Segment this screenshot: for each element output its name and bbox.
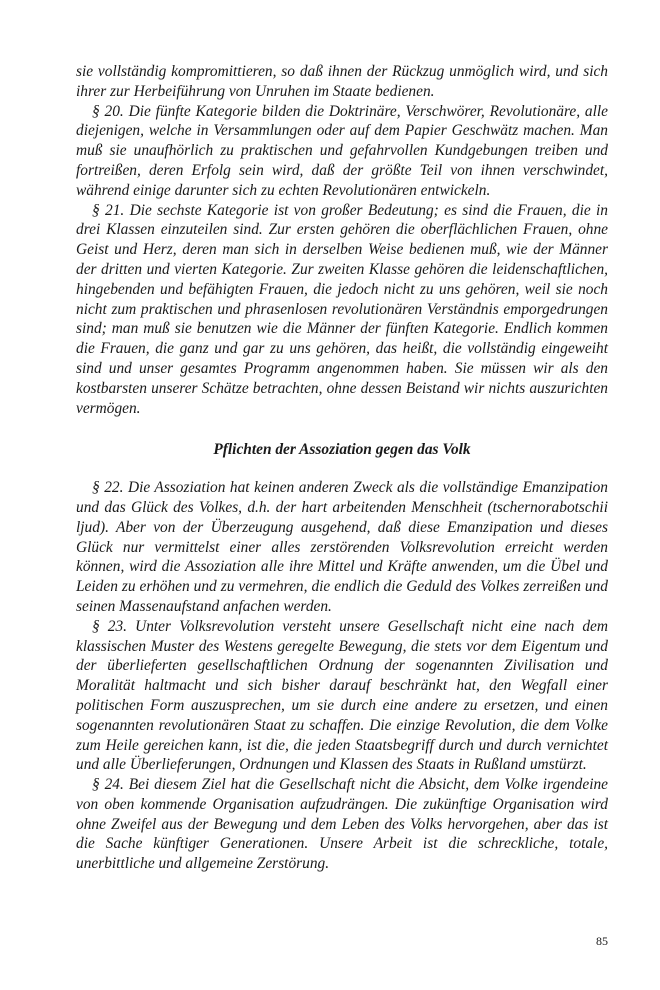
- section-heading: Pflichten der Assoziation gegen das Volk: [213, 441, 471, 459]
- paragraph-section-21: § 21. Die sechste Kategorie ist von großer Bedeutung; es sind die Frauen, die in drei Klassen einzuteilen sind. Zur ersten gehören die oberflächlichen Frauen, ohne Geist und Herz, deren man sich in derselben Weise bedienen muß, wie der Männer der dritten und vierten Kategorie. Zur zweiten Klasse gehören die leidenschaftlichen, hingebenden und befähigten Frauen, die jedoch nicht zu uns gehören, weil sie noch nicht zum praktischen und phrasenlosen revolutionären Verständnis emporgedrungen sind; man muß sie benutzen wie die Männer der fünften Kategorie. Endlich kommen die Frauen, die ganz und gar zu uns gehören, das heißt, die vollständig eingeweiht sind und unser gesamtes Programm angenommen haben. Sie müssen wir als den kostbarsten unserer Schätze betrachten, ohne dessen Beistand wir nichts auszurichten vermögen.: [76, 201, 608, 417]
- page-number: 85: [596, 934, 608, 948]
- paragraph-continuation: sie vollständig kompromittieren, so daß ihnen der Rückzug unmöglich wird, und sich ihrer zur Herbeiführung von Unruhen im Staate bedienen.: [76, 63, 608, 100]
- paragraph-section-22: § 22. Die Assoziation hat keinen anderen Zweck als die vollständige Emanzipation und das Glück des Volkes, d.h. der hart arbeitenden Menschheit (tschernorabotschii ljud). Aber von der Überzeugung ausgehend, daß diese Emanzipation und dieses Glück nur vermittelst einer alles zerstörenden Volksrevolution erreicht werden können, wird die Assoziation alle ihre Mittel und Kräfte anwenden, um die Übel und Leiden zu erhöhen und zu vermehren, die endlich die Geduld des Volkes zerreißen und seinen Massenaufstand anfachen werden.: [76, 479, 608, 615]
- page-body: [76, 62, 608, 874]
- paragraph-section-20: § 20. Die fünfte Kategorie bilden die Doktrinäre, Verschwörer, Revolutionäre, alle diejenigen, welche in Versammlungen oder auf dem Papier Geschwätz machen. Man muß sie unaufhörlich zu praktischen und gefahrvollen Kundgebungen treiben und fortreißen, deren Erfolg sein wird, daß der größte Teil von ihnen verschwindet, während einige darunter sich zu echten Revolutionären entwickeln.: [76, 102, 608, 199]
- paragraph-section-23: § 23. Unter Volksrevolution versteht unsere Gesellschaft nicht eine nach dem klassischen Muster des Westens geregelte Bewegung, die stets vor dem Eigentum und der überlieferten gesellschaftlichen Ordnung der sogenannten Zivilisation und Moralität haltmacht und sich bisher darauf beschränkt hat, den Wegfall einer politischen Form auszusprechen, um sie durch eine andere zu ersetzen, und einen sogenannten revolutionären Staat zu schaffen. Die einzige Revolution, die dem Volke zum Heile gereichen kann, ist die, die jeden Staatsbegriff durch und durch vernichtet und alle Überlieferungen, Ordnungen und Klassen des Staats in Rußland umstürzt.: [76, 617, 608, 774]
- paragraph-section-24: § 24. Bei diesem Ziel hat die Gesellschaft nicht die Absicht, dem Volke irgendeine von oben kommende Organisation aufzudrängen. Die zukünftige Organisation wird ohne Zweifel aus der Bewegung und dem Leben des Volks hervorgehen, aber das ist die Sache künftiger Generationen. Unsere Arbeit ist die schreckliche, totale, unerbittliche und allgemeine Zerstörung.: [76, 776, 608, 873]
